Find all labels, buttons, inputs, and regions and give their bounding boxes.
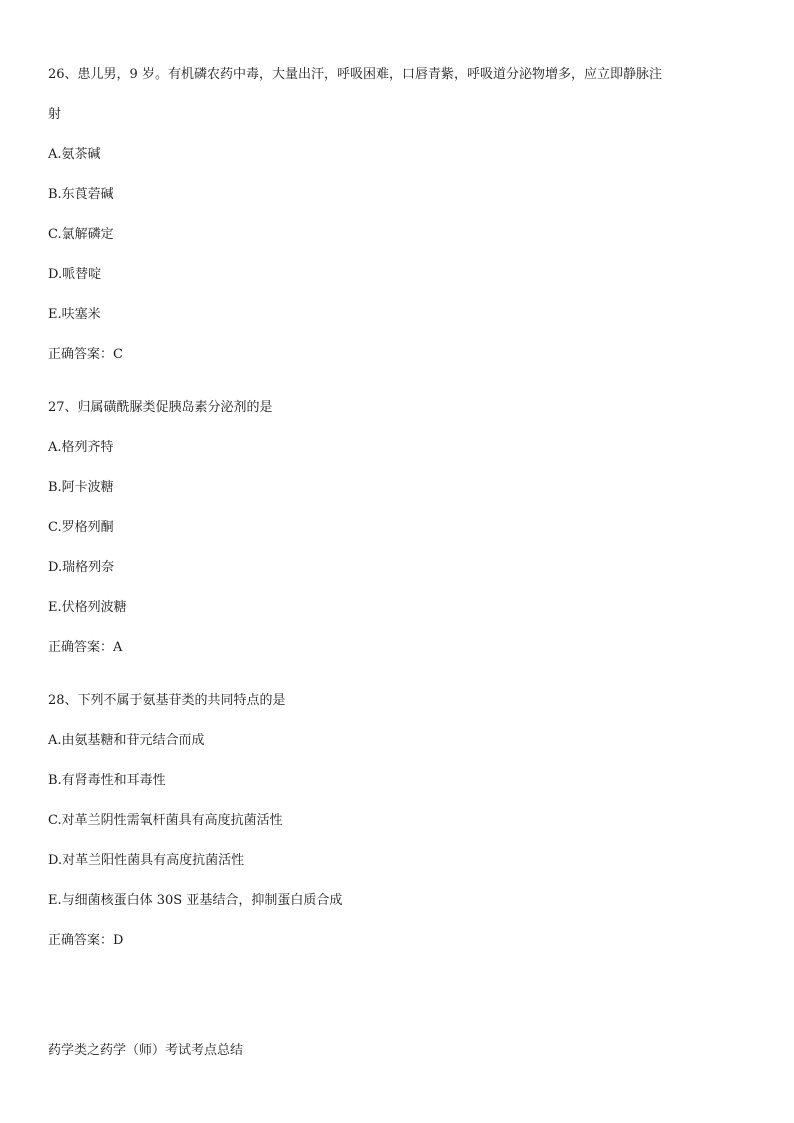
option-a: A.由氨基糖和苷元结合而成 <box>48 733 205 748</box>
option-a: A.氨茶碱 <box>48 147 101 162</box>
question-stem: 28、下列不属于氨基苷类的共同特点的是 <box>48 693 286 708</box>
option-a: A.格列齐特 <box>48 440 114 455</box>
correct-answer: 正确答案：A <box>48 640 123 655</box>
option-d: D.对革兰阳性菌具有高度抗菌活性 <box>48 853 245 868</box>
page-footer: 药学类之药学（师）考试考点总结 <box>48 1043 244 1058</box>
question-stem-continued: 射 <box>48 107 62 122</box>
option-b: B.有肾毒性和耳毒性 <box>48 773 166 788</box>
option-d: D.哌替啶 <box>48 267 102 282</box>
option-d: D.瑞格列奈 <box>48 560 115 575</box>
option-c: C.氯解磷定 <box>48 227 114 242</box>
correct-answer: 正确答案：C <box>48 347 123 362</box>
question-stem: 27、归属磺酰脲类促胰岛素分泌剂的是 <box>48 400 273 415</box>
option-b: B.阿卡波糖 <box>48 480 114 495</box>
correct-answer: 正确答案：D <box>48 933 124 948</box>
option-e: E.与细菌核蛋白体 30S 亚基结合，抑制蛋白质合成 <box>48 893 343 908</box>
option-e: E.呋塞米 <box>48 307 101 322</box>
option-e: E.伏格列波糖 <box>48 600 127 615</box>
option-b: B.东莨菪碱 <box>48 187 114 202</box>
option-c: C.罗格列酮 <box>48 520 114 535</box>
question-stem: 26、患儿男，9 岁。有机磷农药中毒，大量出汗，呼吸困难，口唇青紫，呼吸道分泌物增多，应立即静脉注 <box>48 67 662 82</box>
option-c: C.对革兰阴性需氧杆菌具有高度抗菌活性 <box>48 813 283 828</box>
